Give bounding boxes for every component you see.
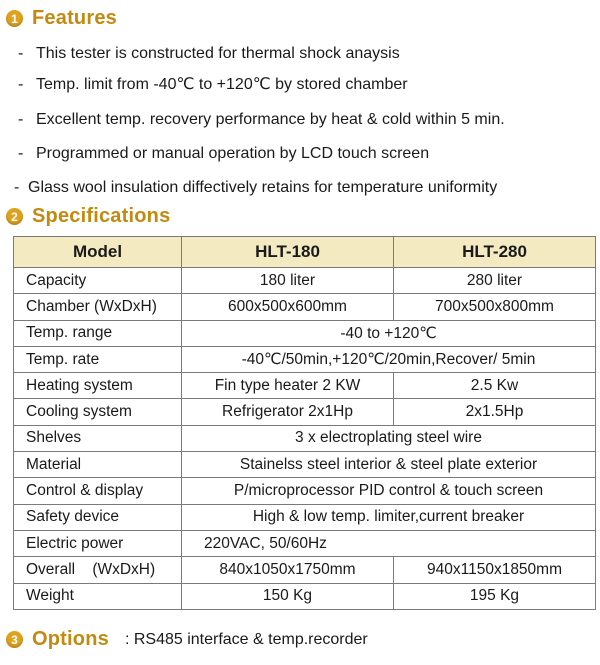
options-title: Options [32, 628, 109, 650]
feature-item: - This tester is constructed for thermal shock anaysis [18, 45, 400, 62]
row-value: 180 liter [182, 268, 394, 294]
table-row [14, 504, 596, 530]
specifications-heading [6, 205, 170, 228]
table-row [14, 452, 596, 478]
table-row [14, 373, 596, 399]
row-value: 2.5 Kw [394, 373, 596, 399]
options-text: : RS485 interface & temp.recorder [124, 630, 368, 648]
feature-item: - Excellent temp. recovery performance by heat & cold within 5 min. [18, 111, 505, 128]
row-value: 220VAC, 50/60Hz [182, 530, 596, 556]
table-row [14, 294, 596, 320]
row-value: 600x500x600mm [182, 294, 394, 320]
options-number-badge: 3 [6, 631, 23, 648]
row-label: Weight [14, 583, 182, 609]
row-label: Heating system [14, 373, 182, 399]
table-row [14, 530, 596, 556]
row-value: -40 to +120℃ [182, 320, 596, 346]
row-label: Control & display [14, 478, 182, 504]
specifications-number-badge: 2 [6, 208, 23, 225]
options-section [6, 628, 368, 651]
row-value: 700x500x800mm [394, 294, 596, 320]
specifications-table-wrapper [13, 236, 595, 610]
row-value: 840x1050x1750mm [182, 557, 394, 583]
table-row [14, 478, 596, 504]
feature-item: - Glass wool insulation diffectively retains for temperature uniformity [14, 179, 498, 196]
row-value: 940x1150x1850mm [394, 557, 596, 583]
row-value: 3 x electroplating steel wire [182, 425, 596, 451]
table-row [14, 557, 596, 583]
header-hlt-180: HLT-180 [182, 237, 394, 268]
row-value: 280 liter [394, 268, 596, 294]
row-label: Temp. rate [14, 346, 182, 372]
row-label: Temp. range [14, 320, 182, 346]
row-value: Stainelss steel interior & steel plate exterior [182, 452, 596, 478]
row-label: Overall (WxDxH) [14, 557, 182, 583]
row-label: Material [14, 452, 182, 478]
table-row [14, 346, 596, 372]
feature-item: - Programmed or manual operation by LCD touch screen [18, 145, 430, 162]
row-label: Electric power [14, 530, 182, 556]
table-row [14, 399, 596, 425]
header-model: Model [14, 237, 182, 268]
features-list [14, 38, 593, 203]
row-label: Shelves [14, 425, 182, 451]
features-number-badge: 1 [6, 10, 23, 27]
row-label: Capacity [14, 268, 182, 294]
table-row [14, 268, 596, 294]
row-value: 150 Kg [182, 583, 394, 609]
row-value: High & low temp. limiter,current breaker [182, 504, 596, 530]
row-value: 2x1.5Hp [394, 399, 596, 425]
row-label: Chamber (WxDxH) [14, 294, 182, 320]
row-value: 195 Kg [394, 583, 596, 609]
feature-item: - Temp. limit from -40℃ to +120℃ by stored chamber [18, 76, 408, 93]
row-value: Refrigerator 2x1Hp [182, 399, 394, 425]
table-header-row [14, 237, 596, 268]
header-hlt-280: HLT-280 [394, 237, 596, 268]
specifications-table [13, 236, 596, 610]
table-row [14, 583, 596, 609]
row-label: Safety device [14, 504, 182, 530]
specifications-title: Specifications [32, 205, 171, 227]
row-label: Cooling system [14, 399, 182, 425]
features-heading [6, 7, 117, 30]
row-value: Fin type heater 2 KW [182, 373, 394, 399]
row-value: P/microprocessor PID control & touch screen [182, 478, 596, 504]
table-row [14, 320, 596, 346]
table-row [14, 425, 596, 451]
features-title: Features [32, 7, 117, 29]
row-value: -40℃/50min,+120℃/20min,Recover/ 5min [182, 346, 596, 372]
